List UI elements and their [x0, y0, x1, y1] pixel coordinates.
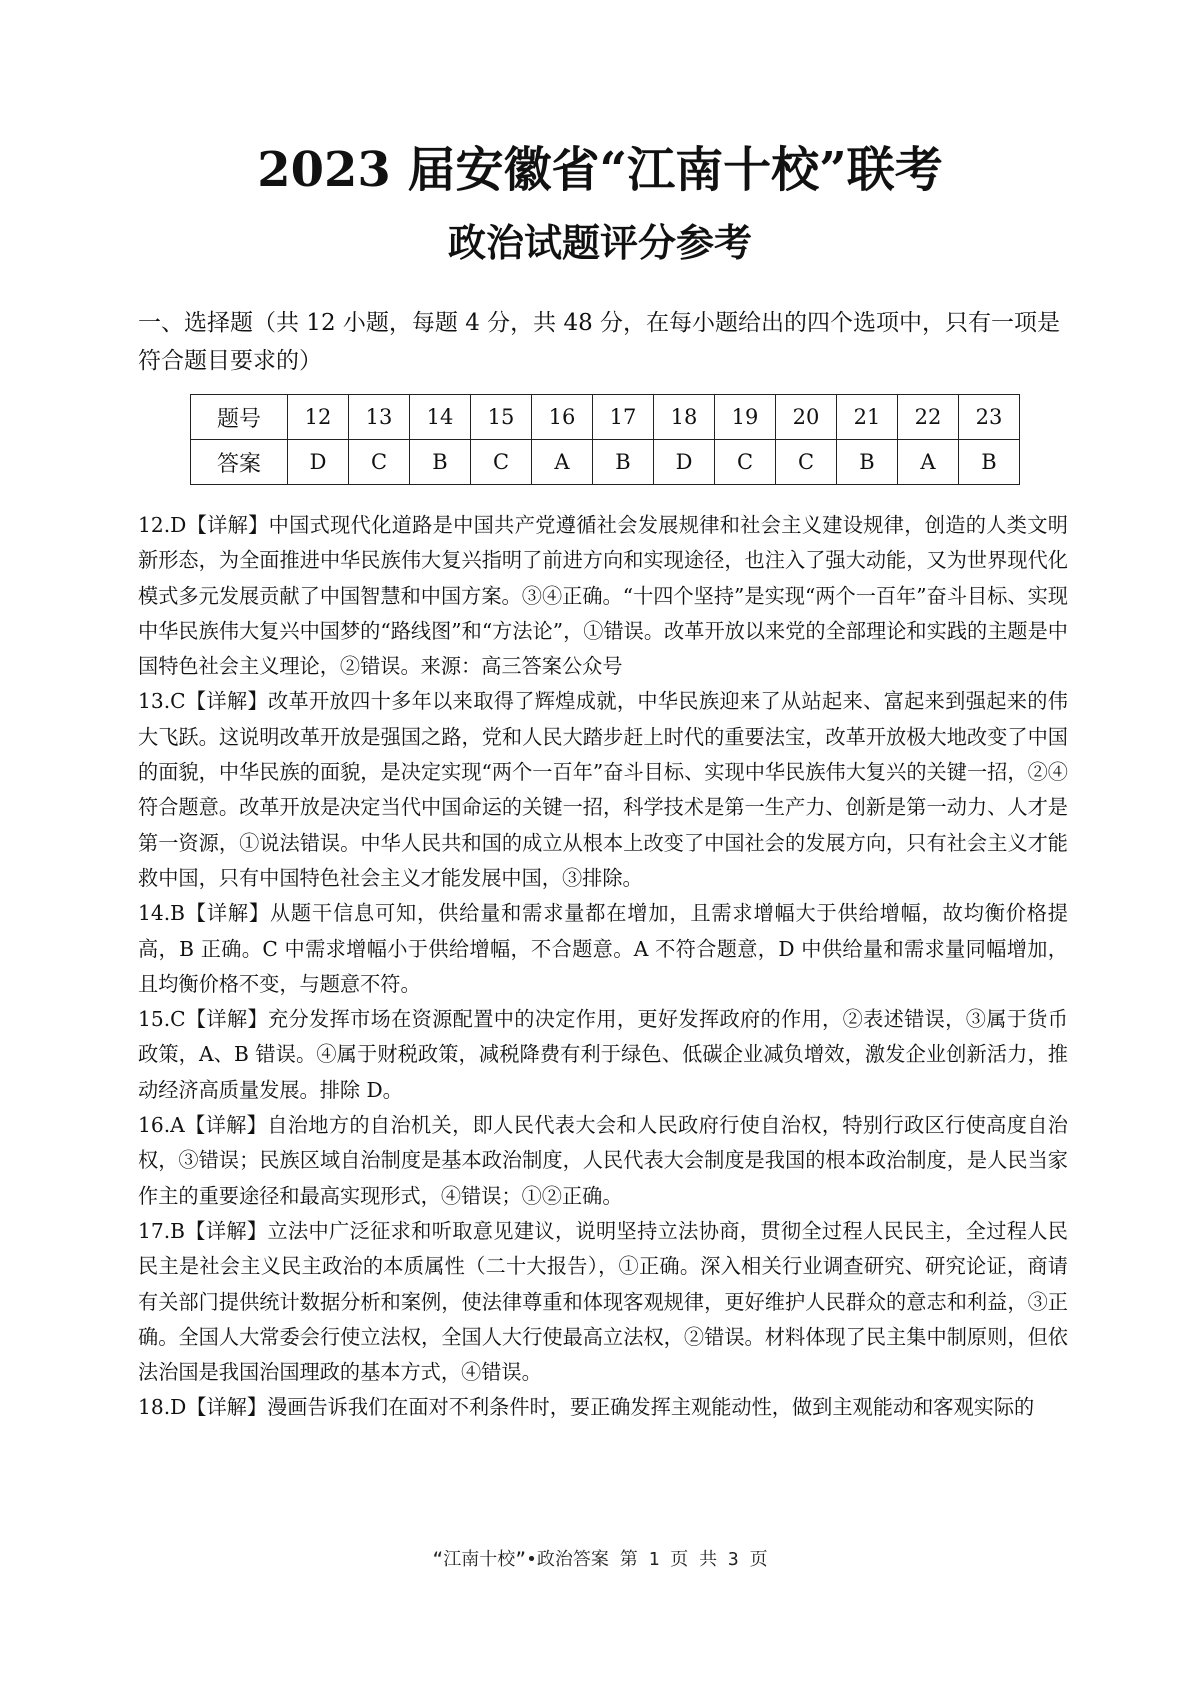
explanation-16	[138, 1108, 1068, 1214]
question-number: 15	[471, 395, 532, 440]
explanation-number: 14.B	[138, 901, 185, 926]
explanation-tag: 【详解】	[185, 689, 268, 714]
explanation-number: 13.C	[138, 689, 186, 714]
question-number: 23	[959, 395, 1020, 440]
explanation-number: 16.A	[138, 1113, 185, 1138]
explanation-text: 自治地方的自治机关，即人民代表大会和人民政府行使自治权，特别行政区行使高度自治权，③错误；民族区域自治制度是基本政治制度，人民代表大会制度是我国的根本政治制度，是人民当家作主的重要途径和最高实现形式，④错误；①②正确。	[138, 1113, 1068, 1208]
question-number: 20	[776, 395, 837, 440]
question-row-label: 题号	[191, 395, 288, 440]
answer-letter: D	[288, 440, 349, 485]
answer-letter: B	[837, 440, 898, 485]
explanation-number: 18.D	[138, 1395, 187, 1420]
question-number: 16	[532, 395, 593, 440]
answer-letter: B	[959, 440, 1020, 485]
question-number: 13	[349, 395, 410, 440]
answer-table	[190, 394, 1020, 485]
explanation-tag: 【详解】	[186, 513, 269, 537]
answer-letter: D	[654, 440, 715, 485]
answer-row-label: 答案	[191, 440, 288, 485]
explanation-number: 12.D	[138, 513, 187, 537]
explanation-text: 中国式现代化道路是中国共产党遵循社会发展规律和社会主义建设规律，创造的人类文明新形态，为全面推进中华民族伟大复兴指明了前进方向和实现途径，也注入了强大动能，又为世界现代化模式多元发展贡献了中国智慧和中国方案。③④正确。“十四个坚持”是实现“两个一百年”奋斗目标、实现中华民族伟大复兴中国梦的“路线图”和“方法论”，①错误。改革开放以来党的全部理论和实践的主题是中国特色社会主义理论，②错误。来源：高三答案公众号	[138, 513, 1068, 679]
explanation-tag: 【详解】	[186, 1395, 268, 1420]
explanation-text: 充分发挥市场在资源配置中的决定作用，更好发挥政府的作用，②表述错误，③属于货币政策，A、B 错误。④属于财税政策，减税降费有利于绿色、低碳企业减负增效，激发企业创新活力，推动经济高质量发展。排除 D。	[138, 1007, 1068, 1102]
question-number: 14	[410, 395, 471, 440]
question-number: 12	[288, 395, 349, 440]
question-number: 21	[837, 395, 898, 440]
explanation-12	[138, 508, 1068, 684]
explanation-text: 立法中广泛征求和听取意见建议，说明坚持立法协商，贯彻全过程人民民主，全过程人民民主是社会主义民主政治的本质属性（二十大报告），①正确。深入相关行业调查研究、研究论证，商请有关部门提供统计数据分析和案例，使法律尊重和体现客观规律，更好维护人民群众的意志和利益，③正确。全国人大常委会行使立法权，全国人大行使最高立法权，②错误。材料体现了民主集中制原则，但依法治国是我国治国理政的基本方式，④错误。	[138, 1218, 1068, 1385]
document-subtitle: 政治试题评分参考	[447, 220, 752, 265]
document-title: 2023 届安徽省“江南十校”联考	[257, 142, 943, 198]
explanations	[138, 508, 1068, 1426]
explanation-tag: 【详解】	[184, 901, 270, 926]
explanation-tag: 【详解】	[184, 1113, 268, 1138]
explanation-14	[138, 896, 1068, 1002]
explanation-number: 17.B	[138, 1218, 185, 1243]
page-footer: “江南十校”•政治答案 第 1 页 共 3 页	[432, 1549, 768, 1570]
explanation-text: 从题干信息可知，供给量和需求量都在增加，且需求增幅大于供给增幅，故均衡价格提高，B 正确。C 中需求增幅小于供给增幅，不合题意。A 不符合题意，D 中供给量和需求量同幅增加，且均衡价格不变，与题意不符。	[138, 901, 1068, 996]
answer-letter: B	[593, 440, 654, 485]
question-number: 17	[593, 395, 654, 440]
answer-letter: C	[349, 440, 410, 485]
answer-table-answer-row	[191, 440, 1020, 485]
answer-letter: C	[715, 440, 776, 485]
explanation-15	[138, 1002, 1068, 1108]
answer-letter: A	[898, 440, 959, 485]
explanation-text: 改革开放四十多年以来取得了辉煌成就，中华民族迎来了从站起来、富起来到强起来的伟大飞跃。这说明改革开放是强国之路，党和人民大踏步赶上时代的重要法宝，改革开放极大地改变了中国的面貌，中华民族的面貌，是决定实现“两个一百年”奋斗目标、实现中华民族伟大复兴的关键一招，②④符合题意。改革开放是决定当代中国命运的关键一招，科学技术是第一生产力、创新是第一动力、人才是第一资源，①说法错误。中华人民共和国的成立从根本上改变了中国社会的发展方向，只有社会主义才能救中国，只有中国特色社会主义才能发展中国，③排除。	[138, 689, 1068, 890]
question-number: 18	[654, 395, 715, 440]
explanation-number: 15.C	[138, 1007, 186, 1032]
question-number: 19	[715, 395, 776, 440]
explanation-17	[138, 1214, 1068, 1390]
explanation-tag: 【详解】	[185, 1007, 268, 1032]
explanation-18	[138, 1390, 1068, 1425]
answer-letter: B	[410, 440, 471, 485]
explanation-13	[138, 684, 1068, 896]
question-number: 22	[898, 395, 959, 440]
section-heading-choice: 一、选择题（共 12 小题，每题 4 分，共 48 分，在每小题给出的四个选项中，只有一项是符合题目要求的）	[138, 310, 1061, 374]
explanation-text: 漫画告诉我们在面对不利条件时，要正确发挥主观能动性，做到主观能动和客观实际的	[267, 1395, 1035, 1420]
answer-letter: C	[471, 440, 532, 485]
explanation-tag: 【详解】	[184, 1218, 268, 1243]
answer-letter: C	[776, 440, 837, 485]
answer-table-question-row	[191, 395, 1020, 440]
answer-letter: A	[532, 440, 593, 485]
